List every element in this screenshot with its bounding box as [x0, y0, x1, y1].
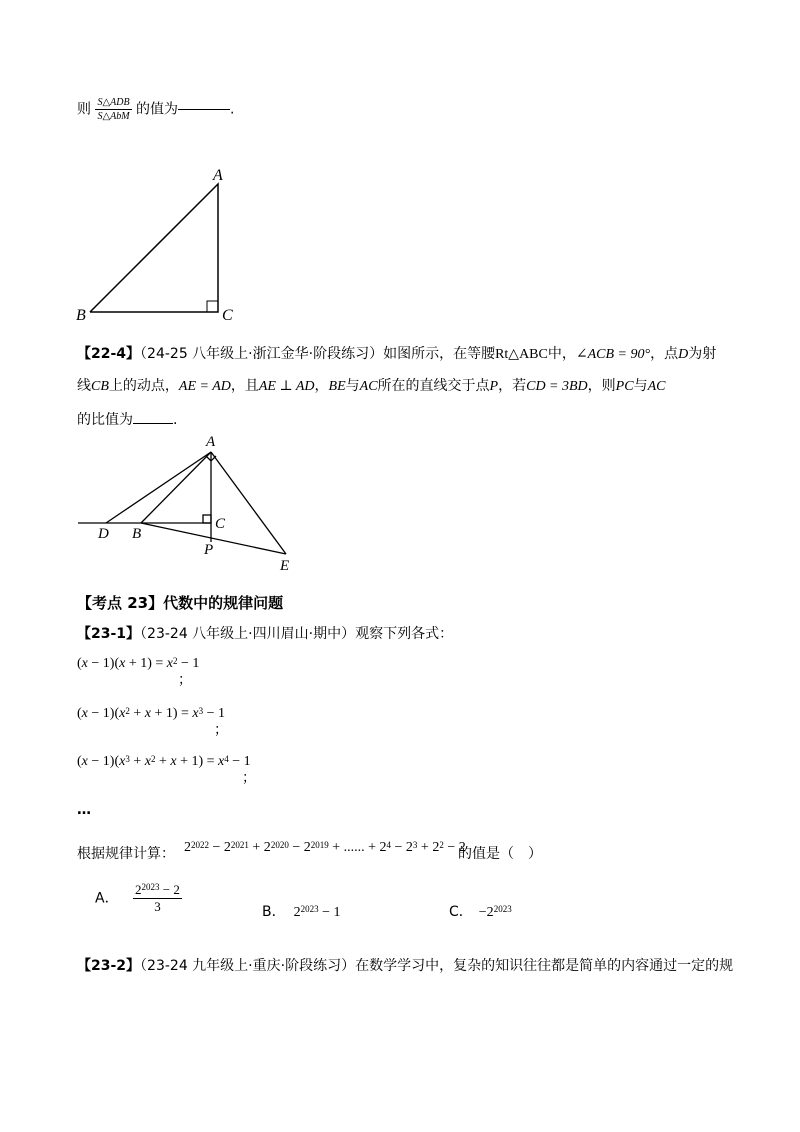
section-title: 【考点 23】代数中的规律问题	[77, 594, 284, 612]
question-23-1-intro	[77, 624, 453, 644]
ellipsis: …	[77, 802, 91, 818]
math-cd: CD = 3BD	[526, 379, 588, 394]
math-ac: AC	[647, 379, 666, 394]
period: .	[230, 101, 235, 118]
text: 中，	[547, 346, 576, 362]
text: 根据规律计算：	[77, 846, 175, 862]
equation-2: $(x - 1)(x^2 + x + 1) = x^3 - 1$	[77, 706, 226, 721]
equation-3: $(x - 1)(x^3 + x^2 + x + 1) = x^4 - 1$	[77, 754, 251, 769]
equation-1: $(x - 1)(x + 1) = x^2 - 1$	[77, 656, 200, 671]
math-be: BE	[328, 379, 346, 394]
label-P: P	[204, 542, 214, 558]
label-A: A	[213, 167, 223, 184]
text: 线	[77, 378, 91, 394]
text: 上的动点，	[108, 378, 179, 394]
semicolon: ；	[178, 672, 192, 688]
question-22-4-line2	[77, 376, 665, 397]
label-B: B	[76, 307, 86, 324]
answer-blank[interactable]	[133, 423, 173, 424]
triangle-figure-2	[70, 430, 310, 580]
label-E: E	[280, 558, 290, 574]
math-cb: CB	[91, 379, 109, 394]
question-source: （24-25 八年级上·浙江金华·阶段练习）	[140, 346, 384, 362]
semicolon: ；	[214, 722, 228, 738]
fraction-denominator: S△AbM	[97, 111, 130, 122]
text: 为射	[688, 346, 717, 362]
label-C: C	[215, 516, 226, 532]
math-ae-ad: AE = AD	[178, 379, 231, 394]
answer-blank[interactable]	[178, 109, 230, 110]
fraction-line	[77, 96, 235, 123]
text: 观察下列各式：	[355, 626, 454, 642]
label-D: D	[98, 526, 109, 542]
triangle-figure-1	[70, 160, 250, 330]
option-label: B．	[262, 904, 286, 920]
text: 与	[633, 378, 648, 394]
label-B: B	[132, 526, 142, 542]
label-A: A	[206, 434, 216, 450]
math-p: P	[489, 379, 499, 394]
area-ratio-fraction	[95, 96, 131, 123]
period: .	[173, 412, 178, 428]
text: 如图所示，在等腰	[383, 346, 496, 362]
text: ，点	[650, 346, 679, 362]
question-23-2	[77, 956, 733, 976]
math-ac: AC	[359, 379, 378, 394]
calc-expression: $2^{2022} - 2^{2021} + 2^{2020} - 2^{2019}$ + ...... + $2^4 - 2^3 + 2^2 - 2$	[184, 840, 466, 855]
option-a-fraction: $\frac{2^{2023} - 2}{3}$	[135, 882, 180, 914]
suffix-text: 的值为	[136, 101, 179, 118]
text: ，则	[587, 378, 616, 394]
text: 与	[345, 378, 360, 394]
option-c[interactable]: C． $-2^{2023}$	[449, 904, 512, 920]
math-perp: AE ⊥ AD	[258, 379, 315, 394]
calc-line	[77, 844, 175, 864]
question-source: （23-24 八年级上·四川眉山·期中）	[140, 626, 356, 642]
text: ，且	[230, 378, 259, 394]
fraction-numerator: S△ADB	[97, 97, 130, 108]
text: 所在的直线交于点	[377, 378, 490, 394]
question-source: （23-24 九年级上·重庆·阶段练习）	[140, 958, 356, 974]
option-a[interactable]	[95, 882, 182, 915]
text: 的比值为	[77, 412, 133, 428]
option-label: A．	[95, 890, 119, 907]
option-b[interactable]: B． $2^{2023} - 1$	[262, 904, 341, 920]
text: 在数学学习中，复杂的知识往往都是简单的内容通过一定的规	[355, 958, 734, 974]
text: ，	[314, 378, 329, 394]
prefix-text: 则	[77, 101, 91, 118]
question-tag: 【23-1】	[77, 626, 141, 642]
math-angle: ∠ACB = 90°	[575, 347, 651, 362]
label-C: C	[222, 307, 233, 324]
question-22-4-line1	[77, 344, 716, 365]
option-label: C．	[449, 904, 473, 920]
math-d: D	[678, 347, 689, 362]
math-rt-abc: Rt△ABC	[495, 347, 548, 362]
question-tag: 【23-2】	[77, 958, 141, 974]
text: ，若	[498, 378, 527, 394]
question-tag: 【22-4】	[77, 346, 141, 362]
calc-tail: 的值是（ ）	[458, 846, 542, 862]
math-pc: PC	[615, 379, 634, 394]
question-22-4-line3	[77, 410, 177, 430]
semicolon: ；	[242, 770, 256, 786]
